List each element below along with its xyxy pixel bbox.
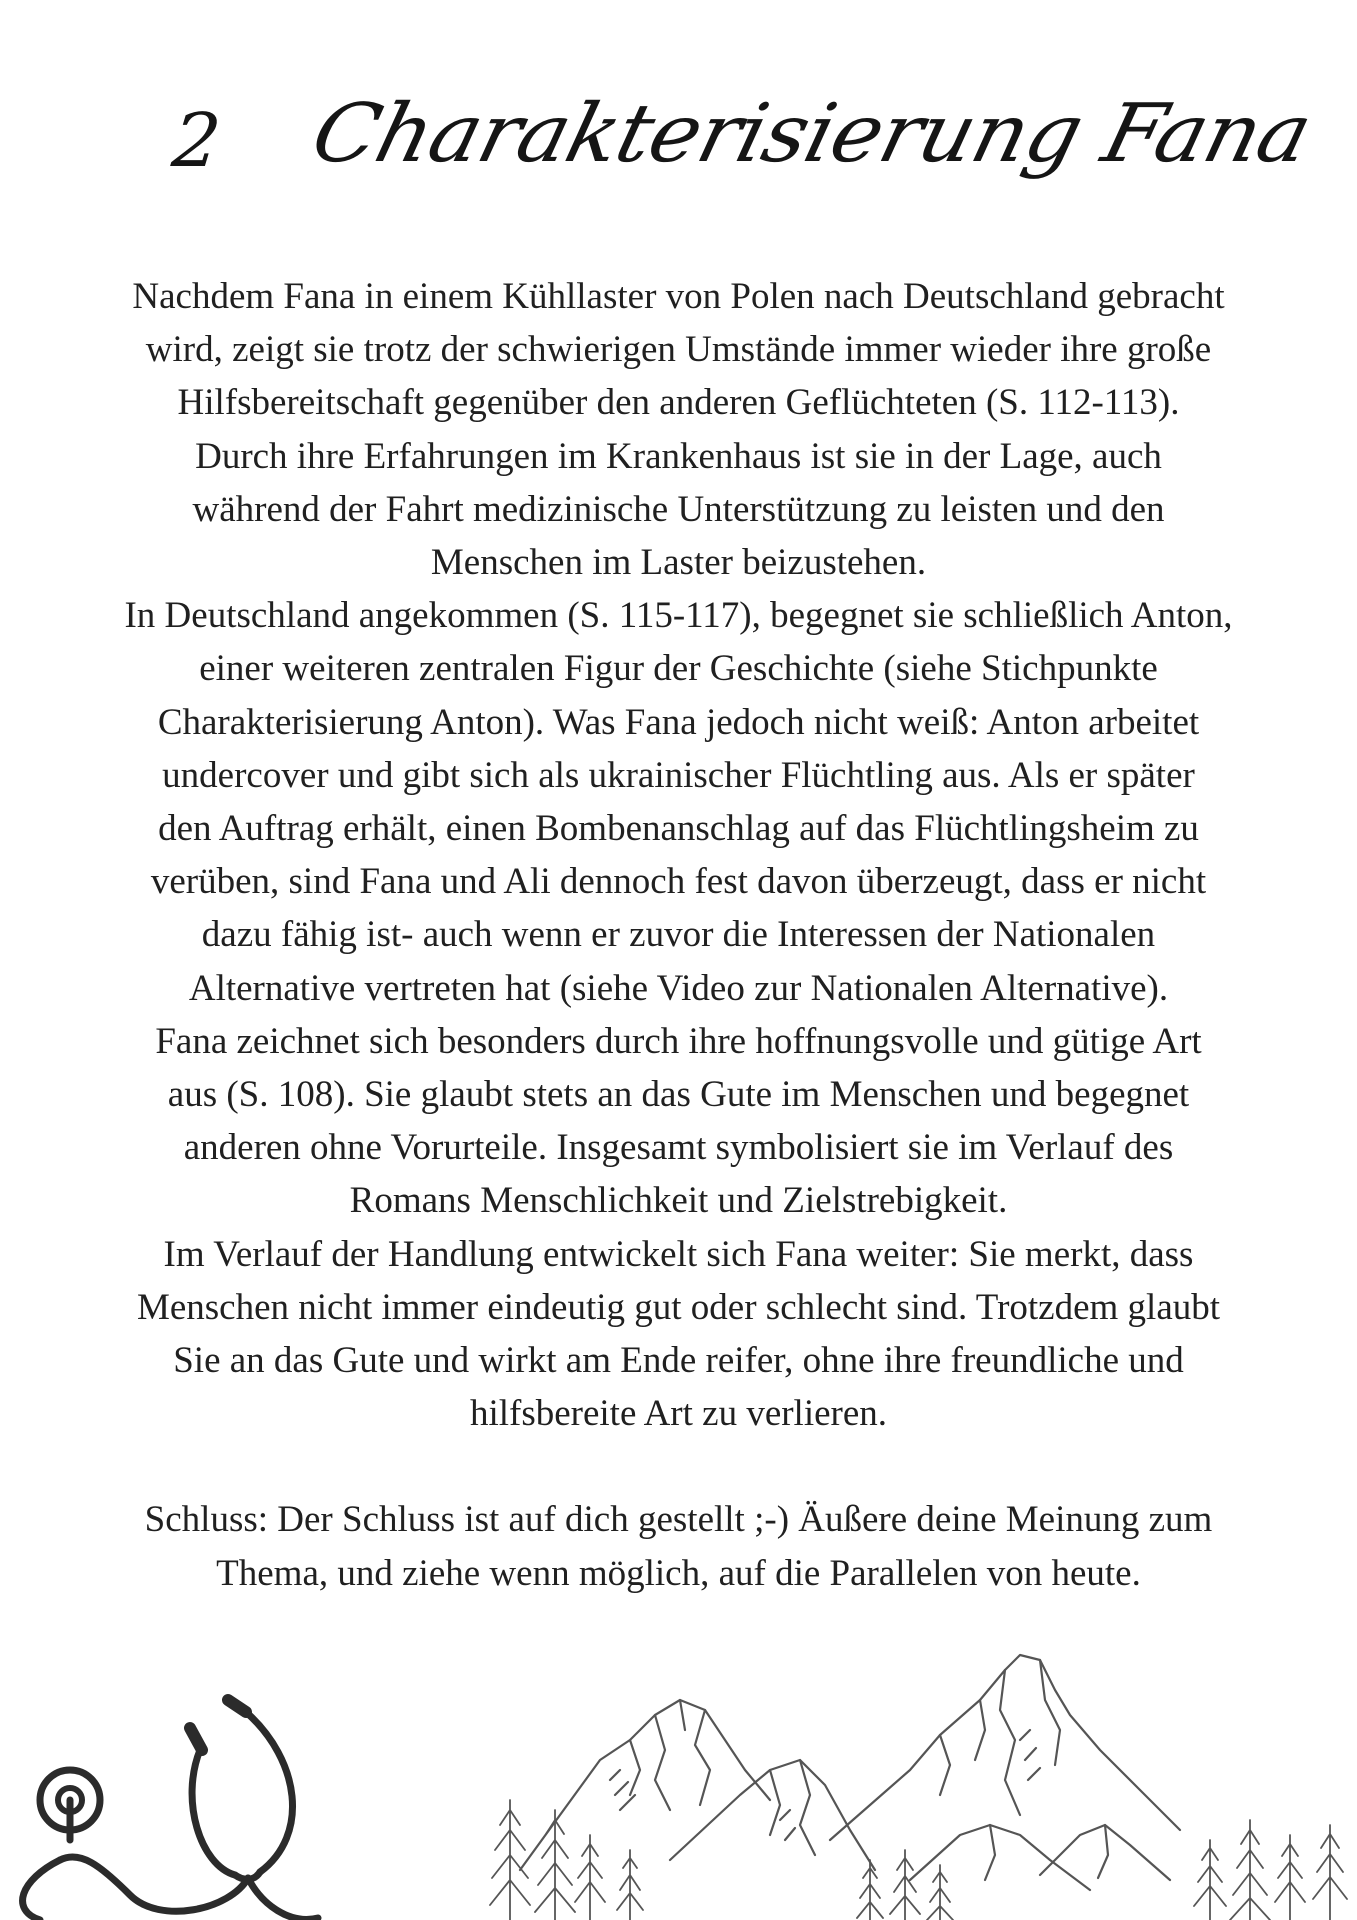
text-line: dazu fähig ist- auch wenn er zuvor die Interessen der Nationalen	[201, 914, 1156, 956]
text-line: Durch ihre Erfahrungen im Krankenhaus ist sie in der Lage, auch	[195, 435, 1162, 477]
text-line: verüben, sind Fana und Ali dennoch fest davon überzeugt, dass er nicht	[150, 861, 1207, 903]
heading-number: 2	[168, 98, 225, 184]
text-line: aus (S. 108). Sie glaubt stets an das Gute im Menschen und begegnet	[167, 1074, 1190, 1116]
text-line: wird, zeigt sie trotz der schwierigen Umstände immer wieder ihre große	[145, 329, 1212, 371]
body-text	[50, 270, 1307, 1600]
text-line: Fana zeichnet sich besonders durch ihre hoffnungsvolle und gütige Art	[155, 1020, 1202, 1062]
text-line: hilfsbereite Art zu verlieren.	[469, 1393, 888, 1435]
text-line: Schluss: Der Schluss ist auf dich gestellt ;-) Äußere deine Meinung zum	[144, 1499, 1213, 1541]
paragraph-traits	[50, 1015, 1307, 1228]
paragraph-development	[50, 1228, 1307, 1441]
page-heading	[165, 70, 1321, 200]
text-line: Hilfsbereitschaft gegenüber den anderen Geflüchteten (S. 112-113).	[177, 382, 1180, 424]
text-line: Sie an das Gute und wirkt am Ende reifer, ohne ihre freundliche und	[173, 1340, 1184, 1382]
text-line: In Deutschland angekommen (S. 115-117), begegnet sie schließlich Anton,	[124, 595, 1233, 637]
text-line: den Auftrag erhält, einen Bombenanschlag auf das Flüchtlingsheim zu	[158, 808, 1199, 850]
stethoscope-icon	[0, 1650, 340, 1920]
text-line: einer weiteren zentralen Figur der Geschichte (siehe Stichpunkte	[199, 648, 1158, 690]
text-line: anderen ohne Vorurteile. Insgesamt symbolisiert sie im Verlauf des	[183, 1127, 1174, 1169]
paragraph-intro	[50, 270, 1307, 589]
heading-title: Charakterisierung Fana	[303, 85, 1321, 181]
text-line: Menschen nicht immer eindeutig gut oder schlecht sind. Trotzdem glaubt	[136, 1286, 1221, 1328]
paragraph-conclusion	[50, 1493, 1307, 1599]
text-line: Nachdem Fana in einem Kühllaster von Polen nach Deutschland gebracht	[132, 276, 1225, 317]
mountains-illustration	[480, 1620, 1357, 1920]
text-line: Charakterisierung Anton). Was Fana jedoch nicht weiß: Anton arbeitet	[157, 701, 1200, 743]
text-line: Im Verlauf der Handlung entwickelt sich Fana weiter: Sie merkt, dass	[163, 1233, 1194, 1275]
text-line: Thema, und ziehe wenn möglich, auf die Parallelen von heute.	[216, 1552, 1141, 1594]
paragraph-spacer	[50, 1440, 1307, 1493]
text-line: Menschen im Laster beizustehen.	[430, 542, 927, 584]
text-line: undercover und gibt sich als ukrainischer Flüchtling aus. Als er später	[162, 754, 1195, 796]
paragraph-anton	[50, 589, 1307, 1015]
text-line: während der Fahrt medizinische Unterstützung zu leisten und den	[192, 488, 1165, 530]
text-line: Alternative vertreten hat (siehe Video zur Nationalen Alternative).	[188, 967, 1169, 1009]
text-line: Romans Menschlichkeit und Zielstrebigkeit.	[349, 1180, 1008, 1222]
